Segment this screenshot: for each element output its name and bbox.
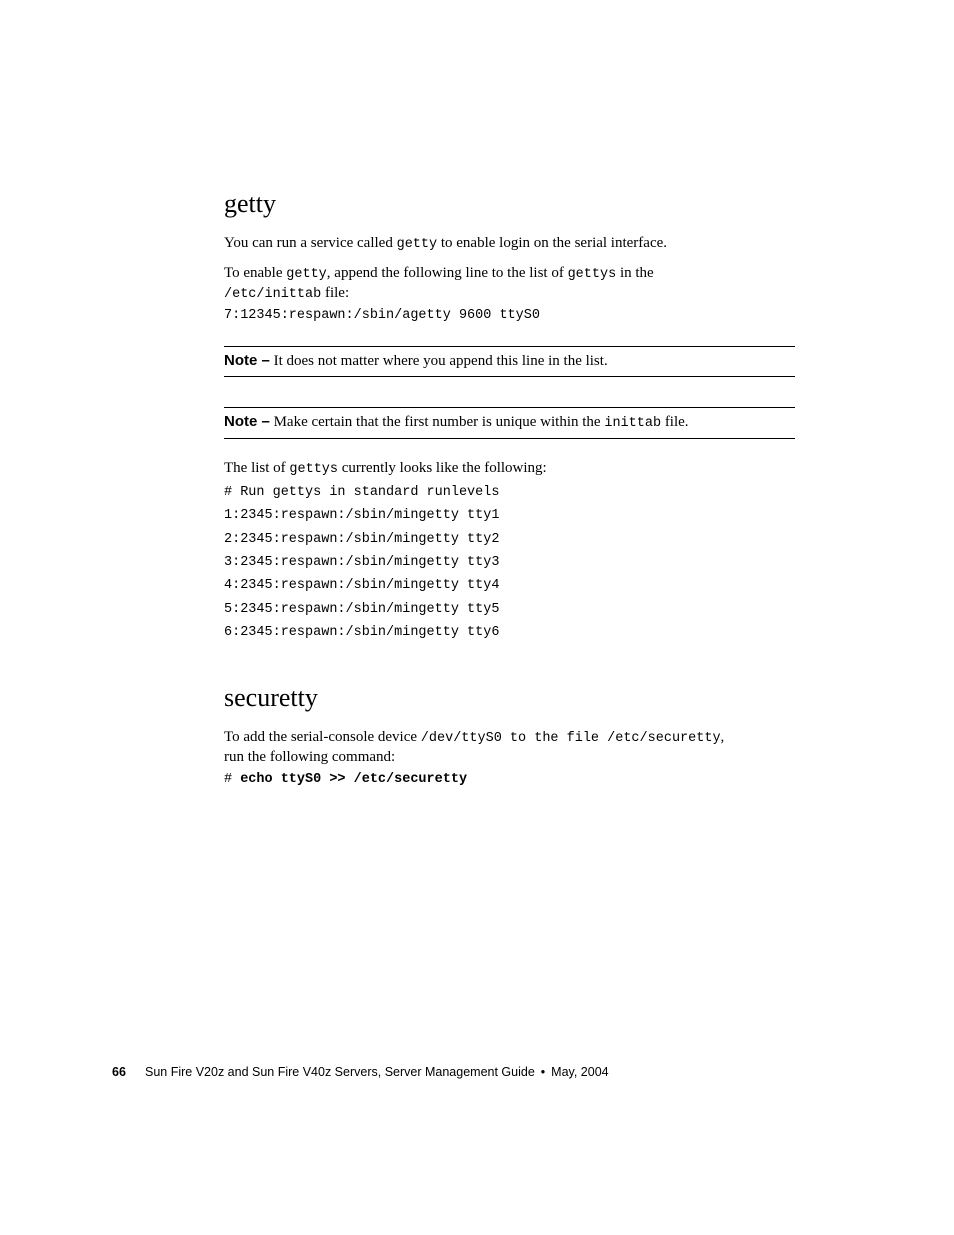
getty-intro-paragraph: You can run a service called getty to enable login on the serial interface. — [224, 235, 668, 252]
note-text: Note – Make certain that the first number is unique within the inittab file. — [224, 413, 689, 431]
note-box — [224, 407, 795, 439]
code-listing-line: 6:2345:respawn:/sbin/mingetty tty6 — [224, 625, 500, 640]
inline-code: gettys — [289, 462, 339, 477]
section-heading-getty: getty — [224, 189, 276, 218]
inline-code: /etc/inittab — [224, 287, 322, 302]
note-label: Note – — [224, 352, 270, 369]
code-listing-line: 5:2345:respawn:/sbin/mingetty tty5 — [224, 602, 500, 617]
inline-code: getty — [396, 237, 438, 252]
command-text: echo ttyS0 >> /etc/securetty — [240, 772, 468, 787]
footer-bullet: • — [540, 1065, 546, 1079]
section-heading-securetty: securetty — [224, 683, 318, 712]
note-label: Note – — [224, 413, 270, 430]
footer-title: Sun Fire V20z and Sun Fire V40z Servers, Server Management Guide — [145, 1065, 535, 1079]
code-listing-line: 2:2345:respawn:/sbin/mingetty tty2 — [224, 532, 500, 547]
getty-list-intro-paragraph: The list of gettys currently looks like the following: — [224, 460, 547, 477]
inline-code: /dev/ttyS0 to the file /etc/securetty — [420, 731, 721, 746]
code-listing-line: 4:2345:respawn:/sbin/mingetty tty4 — [224, 578, 500, 593]
inline-code: inittab — [604, 416, 662, 431]
code-listing-line: # Run gettys in standard runlevels — [224, 485, 500, 500]
securetty-paragraph: To add the serial-console device /dev/ttyS0 to the file /etc/securetty, run the following command: — [224, 729, 725, 765]
command-line — [224, 772, 467, 788]
code-line-agetty: 7:12345:respawn:/sbin/agetty 9600 ttyS0 — [224, 308, 540, 323]
page-number: 66 — [112, 1065, 126, 1079]
code-listing-line: 3:2345:respawn:/sbin/mingetty tty3 — [224, 555, 500, 570]
page-footer — [112, 1064, 609, 1080]
footer-date: May, 2004 — [551, 1065, 609, 1079]
note-text: Note – It does not matter where you append this line in the list. — [224, 352, 608, 369]
inline-code: gettys — [567, 267, 617, 282]
note-box — [224, 346, 795, 377]
getty-enable-paragraph: To enable getty, append the following line to the list of gettys in the /etc/inittab file: — [224, 265, 654, 302]
shell-prompt: # — [224, 772, 241, 787]
inline-code: getty — [286, 267, 327, 282]
code-listing-line: 1:2345:respawn:/sbin/mingetty tty1 — [224, 508, 500, 523]
